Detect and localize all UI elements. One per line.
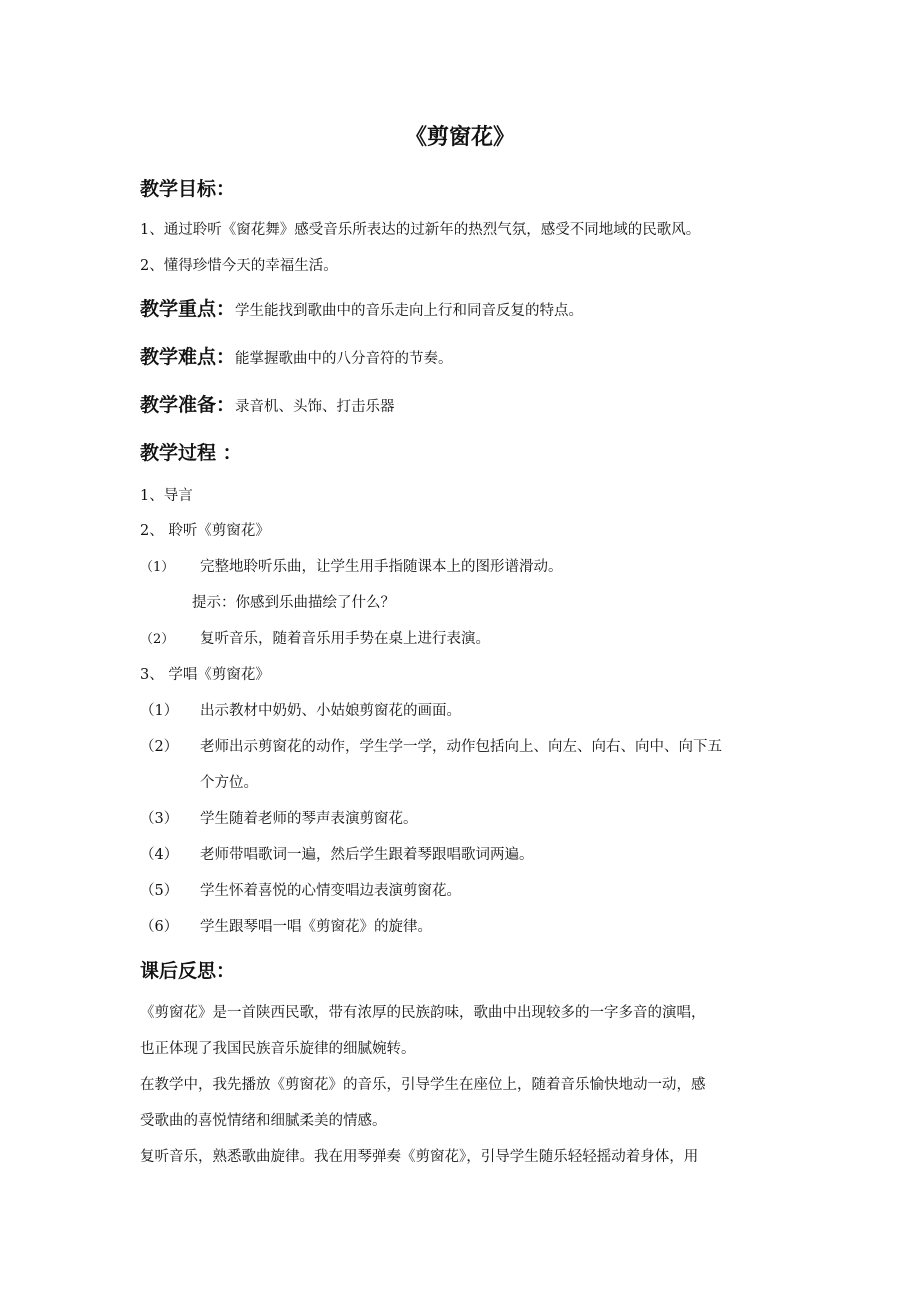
substep-number: （6） [140,919,179,935]
substep-number: （4） [140,847,179,863]
difficulty-row [140,342,453,369]
substep-number: （1） [140,703,179,719]
goals-heading: 教学目标： [140,178,236,200]
process-substep [140,699,461,720]
substep-text: 复听音乐，随着音乐用手势在桌上进行表演。 [200,631,490,647]
process-substep [140,555,563,576]
reflection-line: 复听音乐，熟悉歌曲旋律。我在用琴弹奏《剪窗花》，引导学生随乐轻轻摇动着身体，用 [140,1149,699,1165]
process-heading: 教学过程 ： [140,442,242,464]
substep-text: 老师带唱歌词一遍，然后学生跟着琴跟唱歌词两遍。 [200,847,534,863]
key-point-row [140,294,583,321]
process-substep [140,735,722,756]
page-title: 《剪窗花》 [404,125,515,150]
reflection-heading: 课后反思： [140,960,236,982]
substep-text: 学生怀着喜悦的心情变唱边表演剪窗花。 [200,883,461,899]
process-step: 2、 聆听《剪窗花》 [140,523,270,539]
reflection-line: 受歌曲的喜悦情绪和细腻柔美的情感。 [140,1113,387,1129]
substep-number: （3） [140,811,179,827]
substep-number: （1） [140,560,175,575]
process-step: 1、导言 [140,488,193,504]
preparation-row [140,390,395,417]
key-point-text: 学生能找到歌曲中的音乐走向上行和同音反复的特点。 [235,303,584,319]
reflection-line: 在教学中，我先播放《剪窗花》的音乐，引导学生在座位上，随着音乐愉快地动一动，感 [140,1077,706,1093]
preparation-heading: 教学准备： [140,394,236,416]
substep-text: 完整地聆听乐曲，让学生用手指随课本上的图形谱滑动。 [200,559,563,575]
reflection-line: 《剪窗花》是一首陕西民歌，带有浓厚的民族韵味，歌曲中出现较多的一字多音的演唱， [140,1005,706,1021]
key-point-heading: 教学重点： [140,298,236,320]
substep-number: （5） [140,883,179,899]
substep-text: 学生跟琴唱一唱《剪窗花》的旋律。 [200,919,432,935]
process-substep [140,879,461,900]
substep-text: 出示教材中奶奶、小姑娘剪窗花的画面。 [200,703,461,719]
difficulty-text: 能掌握歌曲中的八分音符的节奏。 [235,351,453,367]
substep-number: （2） [140,632,175,647]
substep-text: 学生随着老师的琴声表演剪窗花。 [200,811,418,827]
substep-continuation: 个方位。 [200,775,258,791]
goal-item: 1、通过聆听《窗花舞》感受音乐所表达的过新年的热烈气氛，感受不同地域的民歌风。 [140,222,701,238]
process-hint: 提示：你感到乐曲描绘了什么？ [192,595,395,611]
reflection-line: 也正体现了我国民族音乐旋律的细腻婉转。 [140,1041,416,1057]
substep-number: （2） [140,739,179,755]
difficulty-heading: 教学难点： [140,346,236,368]
substep-text: 老师出示剪窗花的动作，学生学一学，动作包括向上、向左、向右、向中、向下五 [200,739,722,755]
process-step: 3、 学唱《剪窗花》 [140,667,270,683]
process-substep [140,915,432,936]
process-substep [140,627,490,648]
process-substep [140,843,534,864]
preparation-text: 录音机、头饰、打击乐器 [235,399,395,415]
process-substep [140,807,418,828]
goal-item: 2、懂得珍惜今天的幸福生活。 [140,258,338,274]
